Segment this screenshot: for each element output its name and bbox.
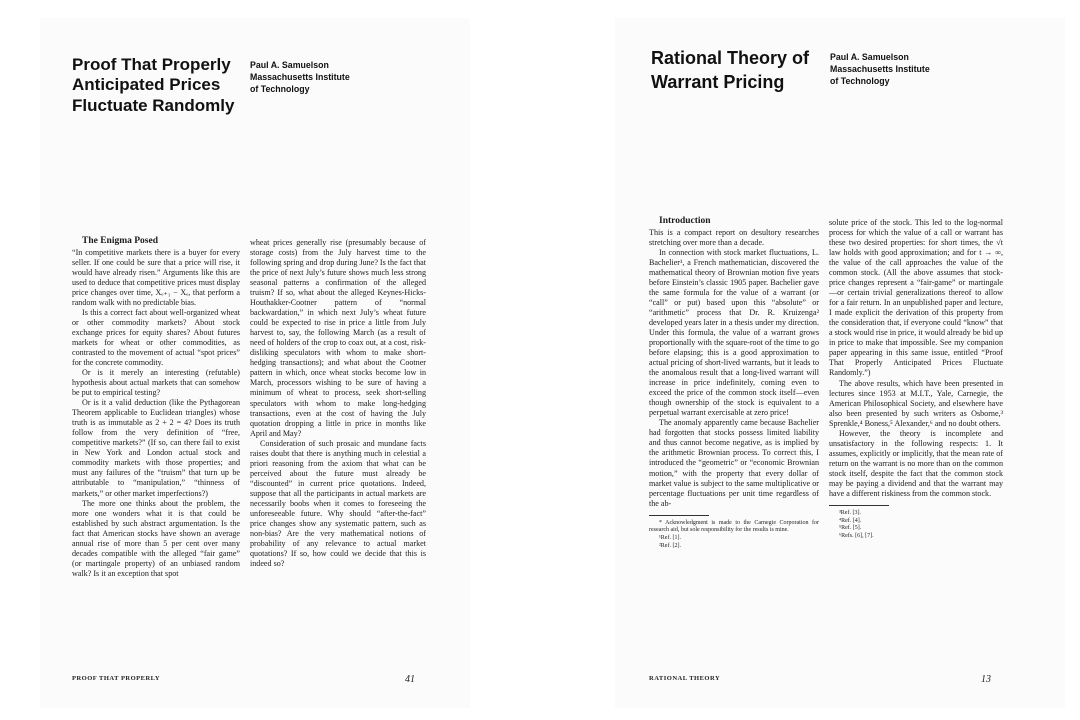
right-col2-footnote: ³Ref. [3]. — [839, 509, 861, 516]
right-col1-footnote: * Acknowledgment is made to the Carnegie Corporation for research aid, but sole responsibility for the results is mine. — [649, 519, 819, 534]
left-article-title: Proof That Properly Anticipated Prices Fluctuate Randomly — [72, 55, 235, 115]
left-author-affiliation-2: of Technology — [250, 83, 310, 94]
right-running-head: RATIONAL THEORY — [649, 675, 721, 682]
right-author-affiliation-1: Massachusetts Institute — [830, 63, 930, 74]
right-column-1 — [649, 216, 819, 551]
right-col2-footnote: ⁶Refs. [6], [7]. — [839, 533, 874, 540]
right-col2-paragraph: solute price of the stock. This led to the log-normal process for which the value of a call or warrant has these two desired properties: for short times, the √t law holds with good approximation; and for t → ∞, the value of the call approaches the value of the common stock. (All the above assumes that stock-price changes represent a “fair-game” or martingale—or certain trivial generalizations thereof to allow for a fair return. In an unpublished paper and lecture, I made explicit the derivation of this property from the consideration that, if everyone could “know” that a stock would rise in price, it would already be bid up in price to make that impossible. See my companion paper appearing in this same issue, entitled “Proof That Properly Anticipated Prices Fluctuate Randomly.”) — [829, 218, 1003, 378]
left-col2-paragraph: Consideration of such prosaic and mundane facts raises doubt that there is anything much in celestial a priori reasoning from the axiom that what can be perceived about the future must already be “discounted” in current price quotations. Indeed, suppose that all the participants in actual markets are necessarily boobs when it comes to foreseeing the unforeseeable future. Why should “after-the-fact” price changes show any systematic pattern, such as non-bias? Are the very mathematical notions of probability of any relevance to actual market quotations? If so, how could we decide that this is indeed so? — [250, 438, 426, 568]
right-col2-paragraph: However, the theory is incomplete and unsatisfactory in the following respects: 1. It assumes, explicitly or implicitly, that the mean rate of return on the warrant is no more than on the common stock itself, despite the fact that the common stock may be paying a dividend and that the warrant may have a different riskiness from the common stock. — [829, 428, 1003, 498]
right-col2-paragraph: The above results, which have been presented in lectures since 1953 at M.I.T., Yale, Carnegie, the American Philosophical Society, and elsewhere have also been presented by such writers as Osborne,³ Sprenkle,⁴ Boness,⁵ Alexander,⁶ and no doubt others. — [829, 378, 1003, 428]
left-col1-paragraph: Or is it merely an interesting (refutable) hypothesis about actual markets that can somehow be put to empirical testing? — [72, 368, 240, 398]
left-column-1 — [72, 236, 240, 579]
left-running-head: PROOF THAT PROPERLY — [72, 675, 161, 682]
left-author-block — [250, 60, 430, 96]
left-page-number: 41 — [405, 674, 415, 685]
right-col1-footnote: ²Ref. [2]. — [659, 543, 681, 550]
right-article-title: Rational Theory of Warrant Pricing — [651, 48, 810, 93]
right-col1-paragraph: In connection with stock market fluctuations, L. Bachelier¹, a French mathematician, discovered the mathematical theory of Brownian motion five years before Einstein’s classic 1905 paper. Bachelier gave the same formula for the value of a warrant (or “call” or put) based upon this “absolute” or “arithmetic” process that Dr. R. Kruizenga² developed years later in a thesis under my direction. Under this formula, the value of a warrant grows proportionally with the square-root of the time to go before elapsing; this is a good approximation to actual pricing of short-lived warrants, but it leads to the anomalous result that a long-lived warrant will increase in price indefinitely, coming even to exceed the price of the common stock itself—even though ownership of the stock is equivalent to a perpetual warrant exercisable at zero price! — [649, 247, 819, 418]
left-author-affiliation-1: Massachusetts Institute — [250, 71, 350, 82]
left-col1-paragraph: Is this a correct fact about well-organized wheat or other commodity markets? About stock exchange prices for equity shares? About futures markets for wheat or other commodities, as contrasted to the movement of actual “spot prices” for the concrete commodity. — [72, 307, 240, 368]
left-col1-paragraph: “In competitive markets there is a buyer for every seller. If one could be sure that a price will rise, it would have already risen.” Arguments like this are used to deduce that competitive prices must display price changes over time, Xₑ₊₁ − Xₑ, that perform a random walk with no predictable bias. — [72, 247, 240, 307]
right-col1-paragraph: The anomaly apparently came because Bachelier had forgotten that stocks possess limited liability and thus cannot become negative, as is implied by the arithmetic Brownian process. To correct this, I introduced the “geometric” or “economic Brownian motion,” with the property that every dollar of market value is subject to the same multiplicative or percentage fluctuations per unit time regardless of the ab- — [649, 418, 819, 508]
right-section-heading: Introduction — [659, 216, 711, 226]
left-section-heading: The Enigma Posed — [82, 236, 159, 246]
right-author-name: Paul A. Samuelson — [830, 52, 909, 62]
right-page-number: 13 — [981, 674, 991, 685]
right-page — [615, 18, 1065, 708]
right-col1-paragraph: This is a compact report on desultory researches stretching over more than a decade. — [649, 227, 819, 247]
left-col2-paragraph: wheat prices generally rise (presumably because of storage costs) from the July harvest time to the following spring and drop during June? Is the fact that the price of next July’s future shows much less strong seasonal patterns a confirmation of the alleged truism? If so, what about the alleged Keynes-Hicks-Houthakker-Cootner pattern of “normal backwardation,” in which next July’s wheat future could be expected to rise in price a little from July harvest to, say, the following March (as a result of need of holders of the crop to coax out, at a cost, risk-disliking speculators with whom to make short-hedging transactions); and what about the Cootner pattern in which, once wheat stocks become low in March, processors wishing to be sure of having a minimum of wheat to process, seek short-selling speculators with whom to make long-hedging transactions, even at the cost of having the July quotation dropping a little in price in months like April and May? — [250, 238, 426, 438]
left-author-name: Paul A. Samuelson — [250, 60, 329, 70]
right-col2-footnote: ⁵Ref. [5]. — [839, 525, 862, 532]
right-author-affiliation-2: of Technology — [830, 75, 890, 86]
right-col2-footnote-rule — [829, 505, 889, 506]
right-author-block — [830, 52, 1010, 88]
right-col1-footnote: ¹Ref. [1]. — [659, 535, 681, 542]
right-col2-footnote: ⁴Ref. [4]. — [839, 517, 862, 524]
left-col1-paragraph: The more one thinks about the problem, the more one wonders what it is that could be established by such abstract argumentation. Is the fact that American stocks have shown an average annual rise of more than 5 per cent over many decades compatible with the alleged “fair game” (or martingale property) of an unbiased random walk? Is it an exception that spot — [72, 498, 240, 578]
right-column-2 — [829, 218, 1003, 541]
left-page — [40, 18, 470, 708]
left-column-2 — [250, 238, 426, 569]
left-col1-paragraph: Or is it a valid deduction (like the Pythagorean Theorem applicable to Euclidean triangles) whose truth is as immutable as 2 + 2 = 4? Does its truth follow from the very definition of “free, competitive markets?” (If so, can there fail to exist in New York and London actual stock and commodity markets with those properties; and must any failures of the “truism” that turn up be attributable to “manipulation,” “thinness of markets,” or other market imperfections?) — [72, 398, 240, 498]
right-col1-footnote-rule — [649, 515, 709, 516]
